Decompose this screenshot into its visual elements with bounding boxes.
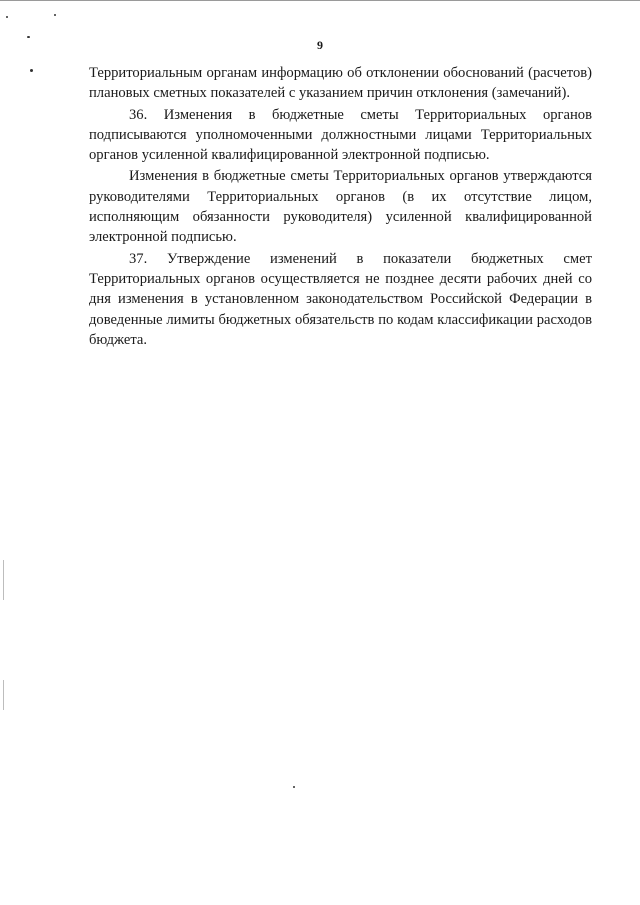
document-body <box>89 63 592 351</box>
scan-edge-mark <box>3 680 4 710</box>
scan-speck <box>6 16 8 18</box>
paragraph-item-36: 36. Изменения в бюджетные сметы Территориальных органов подписываются уполномоченными должностными лицами Территориальных органов усиленной квалифицированной электронной подписью. <box>89 106 592 164</box>
scan-top-edge <box>0 0 640 1</box>
scan-edge-mark <box>3 560 4 600</box>
scan-speck <box>293 786 295 788</box>
paragraph-continuation: Территориальным органам информацию об отклонении обоснований (расчетов) плановых сметных показателей с указанием причин отклонения (замечаний). <box>89 65 592 102</box>
scan-speck <box>54 14 56 16</box>
paragraph-item-37: 37. Утверждение изменений в показатели бюджетных смет Территориальных органов осуществляется не позднее десяти рабочих дней со дня изменения в установленном законодательством Российской Федерации в доведенные лимиты бюджетных обязательств по кодам классификации расходов бюджета. <box>89 250 592 348</box>
scan-speck <box>30 69 33 72</box>
paragraph-approval: Изменения в бюджетные сметы Территориальных органов утверждаются руководителями Территориальных органов (в их отсутствие лицом, исполняющим обязанности руководителя) усиленной квалифицированной электронной подписью. <box>89 168 592 246</box>
page-number: 9 <box>317 38 323 52</box>
